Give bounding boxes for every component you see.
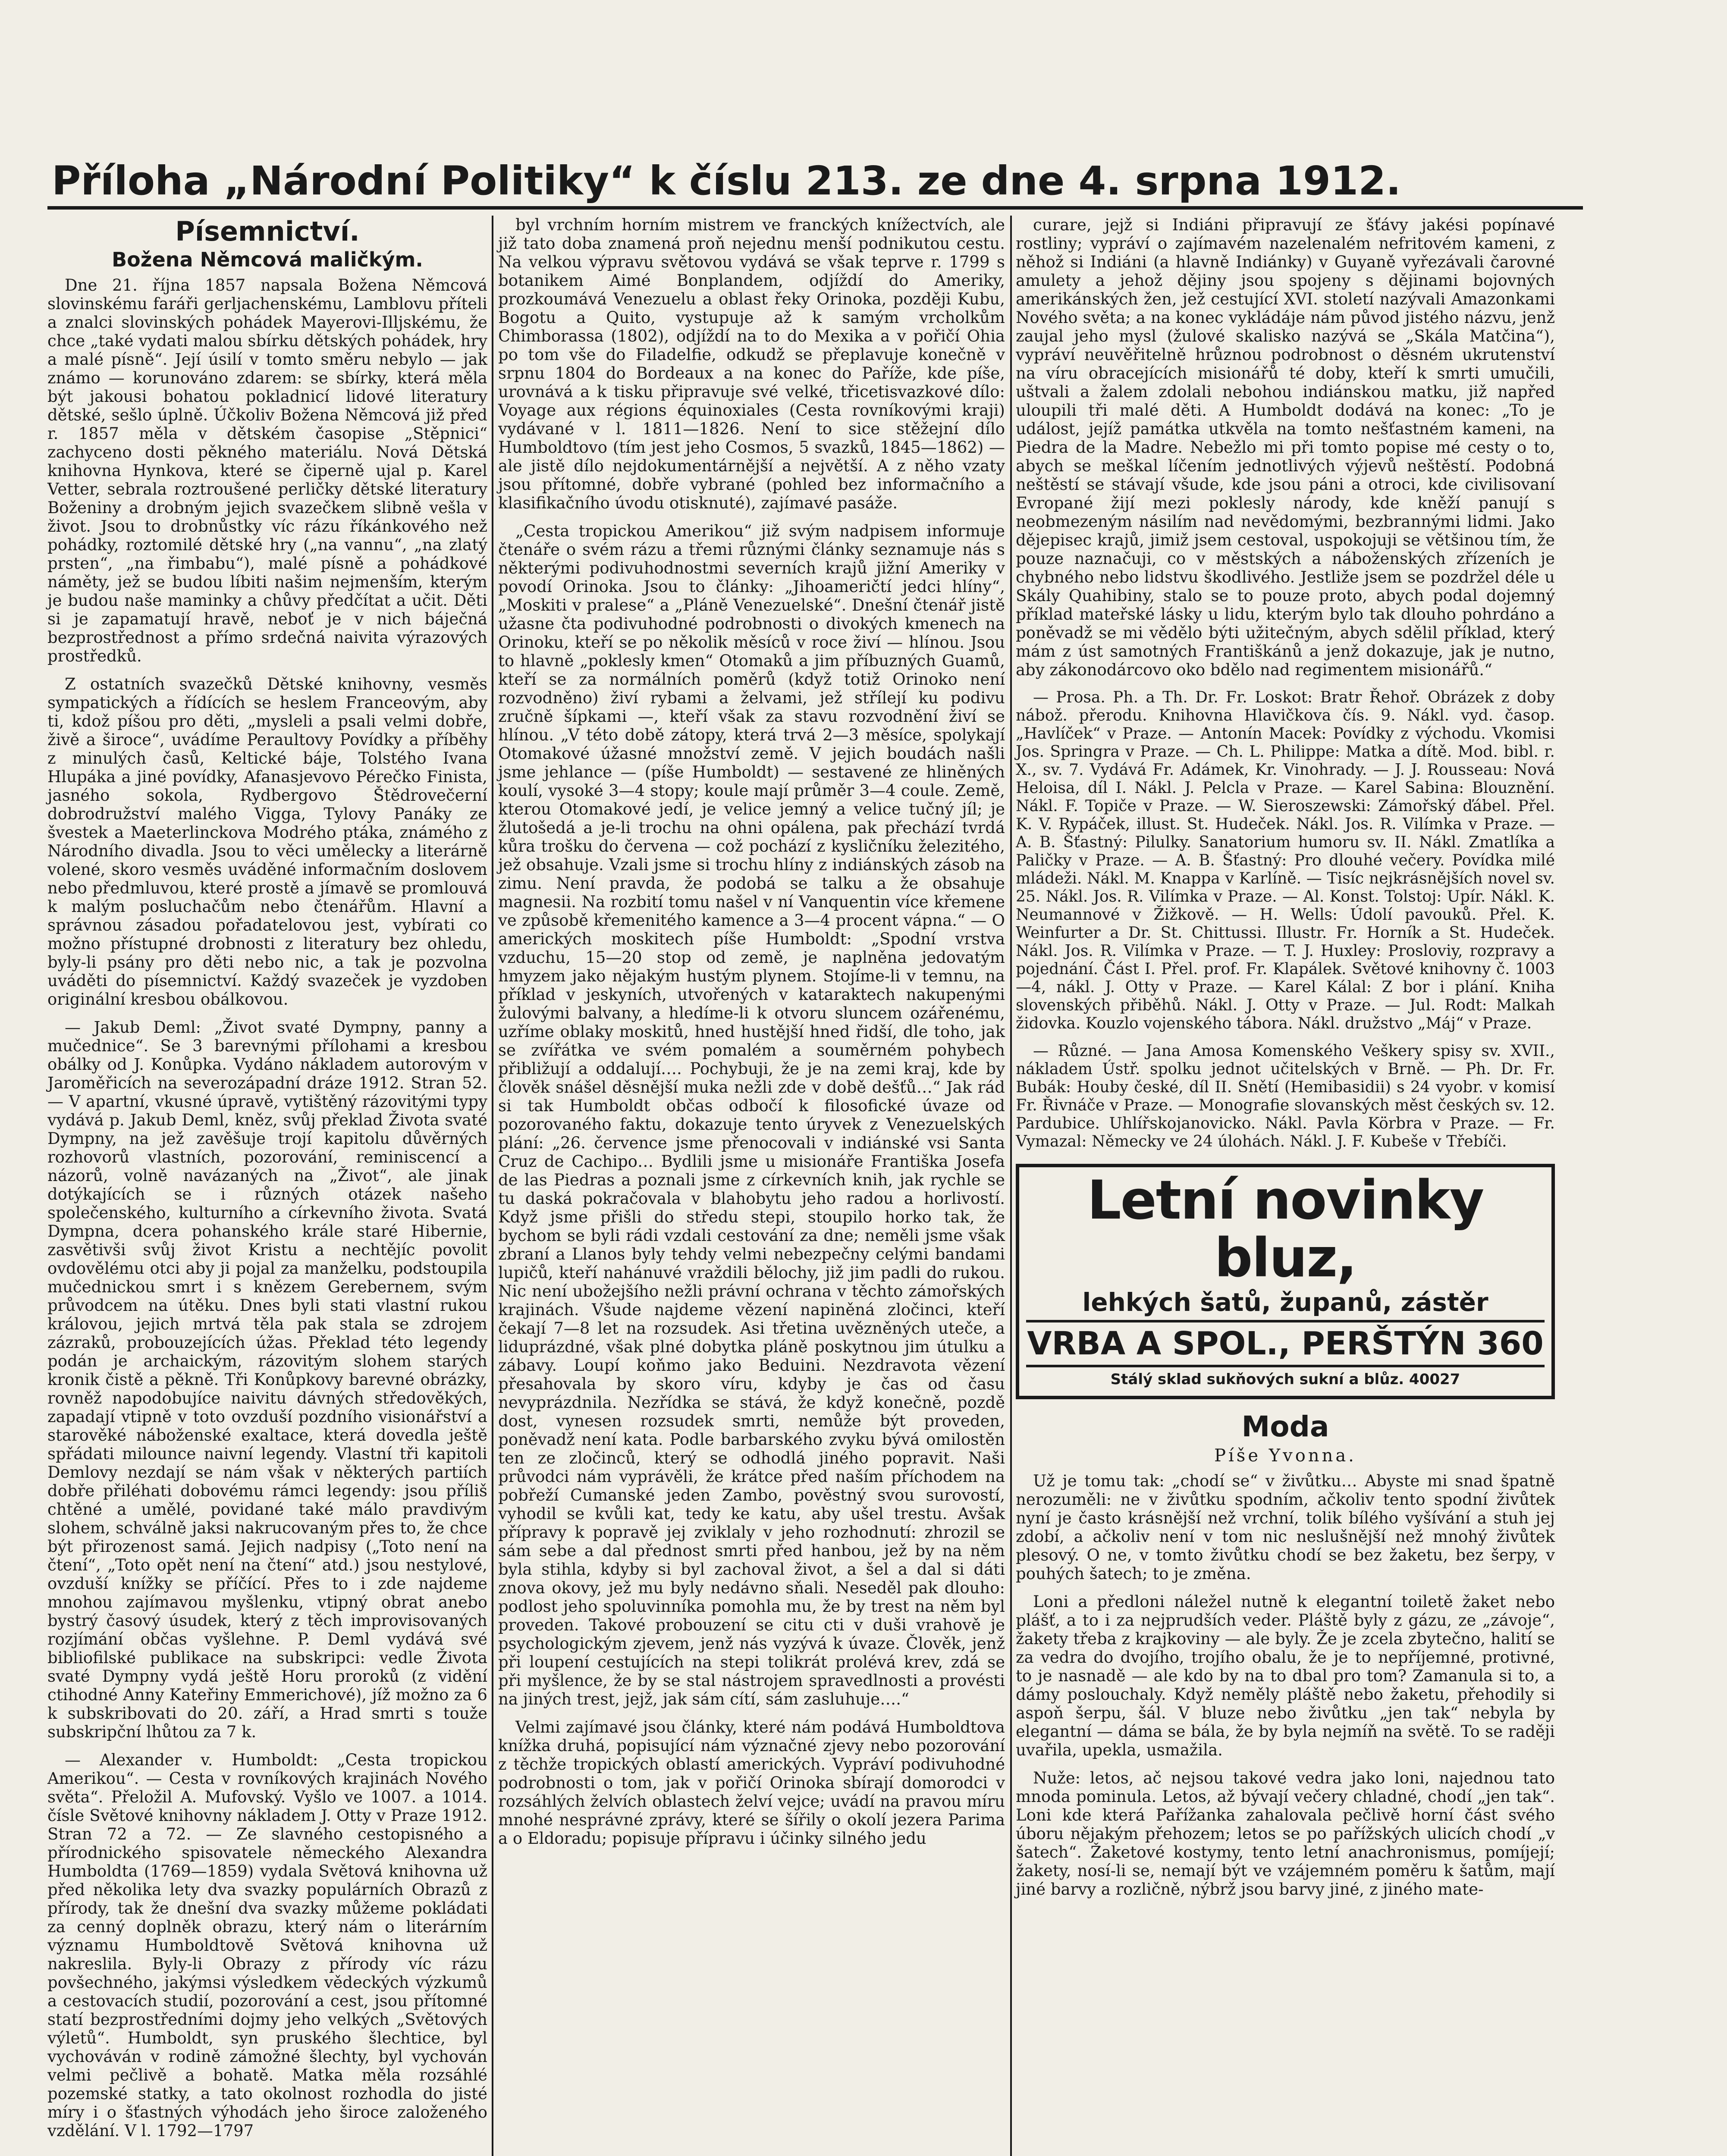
paragraph: Už je tomu tak: „chodí se“ v živůtku… Abyste mi snad špatně nerozuměli: ne v živůtku spodním, ačkoliv tento spodní živůtek nyní je často krásnější než vrchní, tolik bílého vyšívání a stuh jej zdobí, a ačkoliv není v tom nic neslušnější než mnohý živůtek plesový. O ne, v tomto živůtku chodí se bez žaketu, bez šerpy, v pouhých šatech; to je změna. (1016, 1472, 1555, 1583)
book-listing: — Různé. — Jana Amosa Komenského Veškery spisy sv. XVII., nákladem Ústř. spolku jednot učitelských v Brně. — Ph. Dr. Fr. Bubák: Houby české, díl II. Snětí (Hemibasidii) s 24 vyobr. v komisí Fr. Řivnáče v Praze. — Monografie slovanských měst českých sv. 12. Pardubice. Uhlířskojanovicko. Nákl. Pavla Körbra v Praze. — Fr. Vymazal: Německy ve 24 úlohách. Nákl. J. F. Kubeše v Třebíči. (1016, 1042, 1555, 1150)
paragraph: Velmi zajímavé jsou články, které nám podává Humboldtova knížka druhá, popisující nám význačné zjevy nebo pozorování z těchže tropických oblastí amerických. Vypráví podivuhodné podrobnosti o tom, jak v pořičí Orinoka sbírají domorodci v rozsáhlých želvích oblastech želví vejce; uvádí na pravou míru mnohé nesprávné zprávy, které se šířily o okolí jezera Parima a o Eldoradu; popisuje přípravu i účinky silného jedu (498, 1718, 1005, 1848)
paragraph: Z ostatních svazečků Dětské knihovny, vesměs sympatických a řídících se heslem Franceovým, aby ti, kdož píšou pro děti, „mysleli a psali velmi dobře, živě a široce“, uvádíme Peraultovy Povídky a příběhy z minulých časů, Keltické báje, Tolstého Ivana Hlupáka a jiné povídky, Afanasjevovo Pérečko Finista, jasného sokola, Rydbergovo Štědrovečerní dobrodružství malého Vigga, Tylovy Panáky ze švestek a Maeterlinckova Modrého ptáka, známého z Národního divadla. Jsou to věci umělecky a literárně volené, skoro vesměs uváděné informačním doslovem nebo předmluvou, které prostě a jímavě se promlouvá k malým posluchačům nebo čtenářům. Hlavní a správnou zásadou pořadatelovou jest, vybírati co možno přístupné drobnosti z literatury bez ohledu, byly-li psány pro děti nebo nic, a tak je pozvolna uváděti do písemnictví. Každý svazeček je vyzdoben originální kresbou obálkovou. (47, 675, 487, 1009)
column-divider (492, 216, 493, 2156)
ad-firm-name: VRBA A SPOL., PERŠTÝN 360 (1027, 1325, 1544, 1362)
article-byline: Píše Yvonna. (1214, 1446, 1356, 1466)
column-humboldt (498, 216, 1005, 2156)
paragraph: curare, jejž si Indiáni připravují ze šťávy jakési popínavé rostliny; vypráví o zajímavém nazelenalém nefritovém kameni, z něhož si Indiáni (a hlavně Indiánky) v Guyaně vyřezávali čarovné amulety a jehož dějiny jsou spojeny s dějinami bojovných amerikánských žen, jež cestující XVI. století nazývali Amazonkami Nového světa; a na konec vykládáje nám původ jistého názvu, jenž zaujal jeho mysl (žulové skalisko nazývá se „Skála Matčina“), vypráví neuvěřitelně hrůznou podrobnost o děsném ukrutenství na víru obracejících misionářů té doby, kteří k smrti umučili, uštvali a žalem zdolali nebohou indiánskou matku, již napřed uloupili tři malé děti. A Humboldt dodává na konec: „To je událost, jejíž památka utkvěla na tomto nešťastném kameni, na Piedra de la Madre. Nebežlo mi při tomto popise mé cesty o to, abych se meškal líčením jednotlivých výjevů neštěstí. Podobná neštěstí se stávají všude, kde jsou páni a otroci, kde civilisovaní Evropané žijí mezi poklesly národy, kde kněží panují s neobmezeným násilím nad nevědomými, bezbrannými lidmi. Jako dějepisec krajů, jimiž jsem cestoval, uspokojuji se většinou tím, že pouze naznačuji, co v městských a náboženských zřízeních je chybného nebo lidstvu škodlivého. Jestliže jsem se pozdržel déle u Skály Quahibiny, stalo se to pouze proto, abych podal dojemný příklad mateřské lásky u lidu, kterým bylo tak dlouho pohrdáno a poněvadž se mi vědělo býti užitečným, abych sdělil příklad, který mám z úst samotných Františkánů a jenž dokazuje, jak je nutno, aby zákonodárcovo oko bdělo nad regimentem misionářů.“ (1016, 216, 1555, 679)
paragraph: byl vrchním horním mistrem ve franckých knížectvích, ale již tato doba znamená proň nejednu menší podnikutou cestu. Na velkou výpravu světovou vydává se však teprve r. 1799 s botanikem Aimé Bonplandem, odjíždí do Ameriky, prozkoumává Venezuelu a oblast řeky Orinoka, později Kubu, Bogotu a Quito, vystupuje až k samým vrcholkům Chimborassa (1802), odjíždí na to do Mexika a v pořičí Ohia po tom vše do Filadelfie, odkudž se přeplavuje konečně v srpnu 1804 do Bordeaux a na konec do Paříže, kde píše, urovnává a k tisku připravuje své velké, třicetisvazkové dílo: Voyage aux régions équinoxiales (Cesta rovníkovými kraji) vydávané v l. 1811—1826. Není to sice stěžejní dílo Humboldtovo (tím jest jeho Cosmos, 5 svazků, 1845—1862) — ale jistě dílo nejdokumentárnější a největší. A z něho vzaty jsou přítomné, dobře vybrané (pohled bez informačního a klasifikačního úvodu otisknuté), zajímavé pasáže. (498, 216, 1005, 512)
paragraph: — Alexander v. Humboldt: „Cesta tropickou Amerikou“. — Cesta v rovníkových krajinách Nového světa“. Přeložil A. Mufovský. Vyšlo ve 1007. a 1014. čísle Světové knihovny nákladem J. Otty v Praze 1912. Stran 72 a 72. — Ze slavného cestopisného a přírodnického spisovatele německého Alexandra Humboldta (1769—1859) vydala Světová knihovna už před několika lety dva svazky populárních Obrazů z přírody, tak že dnešní dva svazky můžeme pokládati za cenný doplněk obrazu, který nám o literárním významu Humboldtově Světová knihovna už nakreslila. Byly-li Obrazy z přírody víc rázu povšechného, jakýmsi výsledkem vědeckých výzkumů a cestovacích studií, pozorování a cest, jsou přítomné statí bezprostředními dojmy jeho velkých „Světových výletů“. Humboldt, syn pruského šlechtice, byl vychováván v rodině zámožné šlechty, byl vychován velmi pečlivě a bohatě. Matka měla rozsáhlé pozemské statky, a tato okolnost rozhodla do jisté míry i o šťastných výhodách jeho široce založeného vzdělání. V l. 1792—1797 (47, 1751, 487, 2140)
column-divider (1010, 216, 1012, 2156)
ad-title: Letní novinky bluz, (1087, 1169, 1484, 1289)
article-title: Moda (1241, 1410, 1329, 1443)
paragraph: „Cesta tropickou Amerikou“ již svým nadpisem informuje čtenáře o svém rázu a třemi různými články seznamuje nás s některými podivuhodnostmi severních krajů jižní Ameriky v povodí Orinoka. Jsou to články: „Jihoameričtí jedci hlíny“, „Moskiti v pralese“ a „Pláně Venezuelské“. Dnešní čtenář jistě užasne čta podivuhodné podrobnosti o divokých kmenech na Orinoku, kteří se po několik měsíců v roce živí — hlínou. Jsou to hlavně „poklesly kmen“ Otomaků a jim příbuzných Guamů, kteří se za normálních poměrů (když totiž Orinoko není rozvodněno) živí rybami a želvami, jež střílejí ku podivu zručně šípkami —, kteří však za stavu rozvodnění živí se hlínou. „V této době zátopy, která trvá 2—3 měsíce, spolykají Otomakové úžasné množství země. V jejich boudách našli jsme jehlance — (píše Humboldt) — sestavené ze hliněných koulí, vysoké 3—4 stopy; koule mají průměr 3—4 coule. Země, kterou Otomakové jedí, je velice jemný a velice tučný jíl; je žlutošedá a je-li trochu na ohni opálena, pak přechází tvrdá kůra trošku do červena — což pochází z kysličníku železitého, jež obsahuje. Vzali jsme si trochu hlíny z indiánských zásob na zimu. Není pravda, že podobá se talku a že obsahuje magnesii. Na rozbití tomu našel v ní Vanquentin více křemene ve způsobě křemenitého kamence a 3—4 procent vápna.“ — O amerických moskitech píše Humboldt: „Spodní vrstva vzduchu, 15—20 stop od země, je naplněna jedovatým hmyzem jako nějakým hustým plynem. Stojíme-li v temnu, na příklad v jeskyních, utvořených v kataraktech nakupenými žulovými balvany, a hledíme-li k otvoru sluncem ozářenému, uzříme oblaky moskitů, hned hustější hned řidší, dle toho, jak se zvířátka ve svém pomalém a souměrném pohybech přibližují a oddalují…. Pochybuji, že je na zemi kraj, kde by člověk snášel děsnější muka nežli zde v době dešťů…“ Jak rád si tak Humboldt občas odbočí k filosofické úvaze od pozorovaného faktu, dokazuje tento úryvek z Venezuelských plání: „26. července jsme přenocovali v indiánské vsi Santa Cruz de Cachipo… Bydlili jsme u misionáře Františka Josefa de las Piedras a poznali jsme z církevních knih, jak rychle se tu daská pokračovala v blahobytu jeho radou a horlivostí. Když jsme přišli do středu stepi, stoupilo horko tak, že bychom se byli rádi vzdali cestování za dne; neměli jsme však zbraní a Llanos byly tehdy velmi nebezpečny celými bandami lupičů, kteří nahánuvé vraždili bělochy, již jim padli do rukou. Nic není ubožejšího nežli právní ochrana v těchto zámořských krajinách. Všude najdeme vězení napiněná zločinci, kteří čekají 7—8 let na rozsudek. Asi třetina uvězněných uteče, a liduprázdné, však plné dobytka pláně poskytnou jim útulku a zábavy. Loupí koňmo jako Beduini. Nezdravota vězení přesahovala by skoro víru, kdyby je čas od času nevyprázdnila. Nezřídka se stává, že když konečně, pozdě dost, vynesen rozsudek smrti, nemůže být proveden, poněvadž není kata. Podle barbarského zvyku bývá omilostěn ten ze zločinců, který se odhodlá jiného popravit. Naši průvodci nám vyprávěli, že krátce před naším příchodem na pobřeží Cumanské jeden Zambo, pověstný svou surovostí, vyhodil se kvůli kat, tedy ke katu, aby ušel trestu. Avšak přípravy k popravě jej zviklaly v jeho rozhodnutí: zhrozil se sám sebe a dal přednost smrti před hanbou, jež by na něm byla stihla, kdyby si byl zachoval život, a šel a dal si dáti znova okovy, jež mu byly nedávno sňali. Neseděl pak dlouho: podlost jeho spoluvinníka pomohla mu, že by trest na něm byl proveden. Takové probouzení se citu cti v duši vrahově je psychologickým zjevem, jenž nás vyzývá k úvaze. Člověk, jenž při loupení cestujících na stepi tolikrát prolévá krev, zdá se při myšlence, že by se stal nástrojem spravedlnosti a provésti na jiných trest, jejž, jak sám cítí, sám zasluhuje….“ (498, 522, 1005, 1708)
ad-divider (1026, 1365, 1545, 1367)
paragraph: Dne 21. října 1857 napsala Božena Němcová slovinskému faráři gerljachenskému, Lamblovu příteli a znalci slovinských pohádek Mayerovi-Illjskému, že chce „také vydati malou sbírku dětských pohádek, hry a malé písně“. Její úsilí v tomto směru nebylo — jak známo — korunováno zdarem: se sbírky, která měla být jakousi bohatou pokladnicí lidové literatury dětské, sešlo úplně. Účkoliv Božena Němcová již před r. 1857 měla v dětském časopise „Stěpnici“ zachyceno dosti pěkného materiálu. Nová Dětská knihovna Hynkova, které se čiperně ujal p. Karel Vetter, sebrala roztroušené perličky dětské literatury Boženiny a drobným jejich svazečkem slibně vešla v život. Jsou to drobnůstky víc rázu říkánkového než pohádky, roztomilé dětské hry („na vannu“, „na zlatý prsten“, „na řimbabu“), malé písně a pohádkové náměty, jež se budou líbiti našim nejmenším, kterým je budou naše maminky a chůvy předčítat a učit. Děti si je zapamatují hravě, neboť je v nich báječná bezprostřednost a přímo srdečná naivita výrazových prostředků. (47, 276, 487, 665)
book-listing: — Prosa. Ph. a Th. Dr. Fr. Loskot: Bratr Řehoř. Obrázek z doby nábož. přerodu. Knihovna Hlavičkova čís. 9. Nákl. vyd. časop. „Havlíček“ v Praze. — Antonín Macek: Povídky z východu. Vkomisi Jos. Springra v Praze. — Ch. L. Philippe: Matka a dítě. Mod. bibl. r. X., sv. 7. Vydává Fr. Adámek, Kr. Vinohrady. — J. J. Rousseau: Nová Heloisa, díl I. Nákl. J. Pelcla v Praze. — Karel Sabina: Blouznění. Nákl. F. Topiče v Praze. — W. Sieroszewski: Zámořský ďábel. Přel. K. V. Rypáček, illust. St. Hudeček. Nákl. Jos. R. Vilímka v Praze. — A. B. Šťastný: Pilulky. Sanatorium humoru sv. II. Nákl. Zmatlíka a Paličky v Praze. — A. B. Šťastný: Pro dlouhé večery. Povídka milé mládeži. Nákl. M. Knappa v Karlíně. — Tisíc nejkrásnějších novel sv. 25. Nákl. Jos. R. Vilímka v Praze. — Al. Konst. Tolstoj: Upír. Nákl. K. Neumannové v Žižkově. — H. Wells: Údolí pavouků. Přel. K. Weinfurter a Dr. St. Chittussi. Illustr. Fr. Horník a St. Hudeček. Nákl. Jos. R. Vilímka v Praze. — T. J. Huxley: Prosloviy, rozpravy a pojednání. Část I. Přel. prof. Fr. Klapálek. Světové knihovny č. 1003—4, nákl. J. Otty v Praze. — Karel Kálal: Z bor i plání. Kniha slovenských přiběhů. Nákl. J. Otty v Praze. — Jul. Rodt: Malkah židovka. Kouzlo vojenského tábora. Nákl. družstvo „Máj“ v Praze. (1016, 689, 1555, 1032)
paragraph: Loni a předloni náležel nutně k elegantní toiletě žaket nebo plášť, a to i za nejprudších veder. Pláště byly z gázu, ze „závoje“, žakety třeba z krajkoviny — ale byly. Že je zcela zbytečno, halití se za vedra do dvojího, trojího obalu, že je to nepříjemné, protivné, to je nasnadě — ale kdo by na to dbal pro tom? Zamanula si to, a dámy poslouchaly. Když neměly pláště nebo žaketu, přehodily si aspoň šerpu, šál. V bluze nebo živůtku „jen tak“ nebyla by elegantní — dáma se bála, že by byla nejmíň na světě. To se raději uvařila, upekla, usmažila. (1016, 1592, 1555, 1759)
paragraph: Nuže: letos, ač nejsou takové vedra jako loni, najednou tato mnoda pominula. Letos, až bývají večery chladné, chodí „jen tak“. Loni kde která Pařížanka zahalovala pečlivě horní část svého úboru nějakým přehozem; letos se po pařížských ulicích chodí „v šatech“. Žaketové kostymy, tento letní anachronismus, pomíjejí; žakety, nosí-li se, nemají být ve vzájemném poměru k šatům, mají jiné barvy a rozličně, nýbrž jsou barvy jiné, z jiného mate- (1016, 1769, 1555, 1899)
paragraph: — Jakub Deml: „Život svaté Dympny, panny a mučednice“. Se 3 barevnými přílohami a kresbou obálky od J. Konůpka. Vydáno nákladem autorovým v Jaroměřicích na severozápadní dráze 1912. Stran 52. — V apartní, vkusné úpravě, vytištěný rázovitými typy vydává p. Jakub Deml, kněz, svůj překlad Života svaté Dympny, na jež zavěšuje trojí kapitolu důvěrných rozhovorů vlastních, pozorování, reminiscencí a názorů, volně navázaných na „Život“, ale jinak dotýkajících se i různých otázek našeho společenského, kulturního a církevního života. Svatá Dympna, dcera pohanského krále staré Hibernie, zasvětivši svůj život Kristu a nechtějíc povolit ovdovělému otci aby ji pojal za manželku, podstoupila mučednickou smrt i s knězem Gerebernem, svým průvodcem na útěku. Dnes byli stati vlastní rukou královou, jejich mrtvá těla pak stala se zdrojem zázraků, probouzejících úžas. Překlad této legendy podán je archaickým, rázovitým slohem starých kronik čistě a pěkně. Tři Konůpkovy barevné obrázky, rovněž napodobujíce naivitu dávných středověkých, zapadají vtipně v toto ovzduší pozdního visionářství a starověké náboženské exaltace, která dovedla ještě spřádati milounce naivní legendy. Vlastní tři kapitoli Demlovy nezdají se nám však v některých partiích dobře přiléhati dobovému rámci legendy: jsou příliš chtěné a umělé, povidané také málo pravdivým slohem, schválně jaksi nakrucovaným přes to, že chce být přirozenost samá. Jejich nadpisy („Toto není na čtení“, „Toto opět není na čtení“ atd.) jsou nestylové, ovzduší knížky se příčící. Přes to i zde najdeme mnohou zajímavou myšlenku, vtipný obrat anebo bystrý časový úsudek, který z těch improvisovaných rozjímání občas vyšlehne. P. Deml vydává své bibliofilské publikace na subskripci: vedle Života svaté Dympny vydá ještě Horu proroků (z vidění ctihodné Anny Kateřiny Emmerichové), jíž možno za 6 k subskribovati do 20. září, a Hrad smrti s touže subskripční lhůtou za 7 k. (47, 1018, 487, 1741)
article-title: Božena Němcová maličkým. (112, 248, 423, 271)
section-title: Písemnictví. (175, 216, 360, 247)
masthead-rule (47, 206, 1583, 210)
column-misc (1016, 216, 1555, 2156)
advertisement-box (1016, 1164, 1555, 1399)
ad-footer: Stálý sklad sukňových sukní a blůz. 40027 (1110, 1371, 1460, 1388)
ad-divider (1026, 1320, 1545, 1322)
ad-subtitle: lehkých šatů, županů, zástěr (1082, 1288, 1488, 1317)
masthead-title: Příloha „Národní Politiky“ k číslu 213. ze dne 4. srpna 1912. (52, 158, 1401, 204)
masthead (52, 155, 1432, 207)
column-literature (47, 216, 487, 2140)
